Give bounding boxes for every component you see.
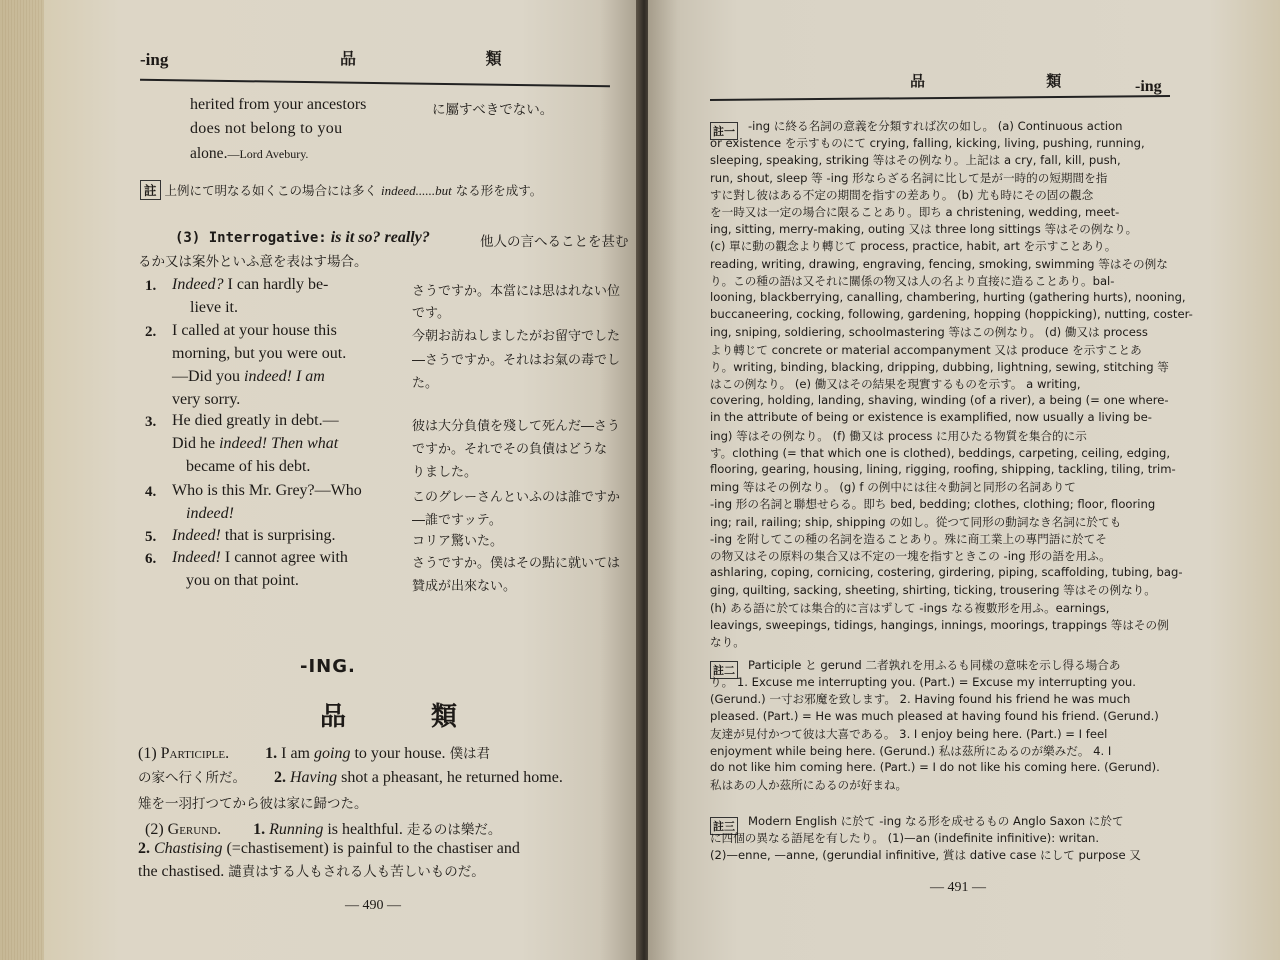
note-line: reading, writing, drawing, engraving, fencing, smoking, swimming 等はその例な — [710, 256, 1168, 271]
note-line: Participle と gerund 二者孰れを用ふるも同樣の意味を示し得る場合あ — [748, 658, 1121, 672]
section-desc: るか又は案外といふ意を表はす場合。 — [138, 254, 368, 270]
note-line: -ing 形の名詞と聯想せらる。即ち bed, bedding; clothes, clothing; floor, flooring — [710, 497, 1156, 512]
example-text: I cannot agree with — [220, 549, 348, 566]
note-line: covering, holding, landing, shaving, winding (of a river), a being (= one where- — [710, 393, 1169, 408]
example-number: 5. — [145, 529, 157, 545]
note-line: flooring, gearing, housing, lining, rigging, roofing, shipping, tackling, tiling, trim- — [710, 462, 1176, 476]
example-ja: 贊成が出來ない。 — [412, 579, 517, 594]
gerund-emphasis: Chastising — [154, 840, 223, 857]
note-line: を一時又は一定の場合に限ることあり。即ち a christening, wedding, meet- — [710, 205, 1120, 219]
running-head-ing: -ing — [1135, 78, 1162, 95]
note-line: (c) 單に動の觀念より轉じて process, practice, habit, art を示すことあり。 — [710, 239, 1117, 254]
example-text: I can hardly be- — [227, 276, 329, 293]
example-emphasis: indeed! — [186, 505, 234, 522]
example-en: morning, but you were out. — [172, 345, 347, 362]
sentence-number: 1. — [265, 745, 278, 762]
example-ja: さうですか。本當には思はれない位 — [412, 284, 621, 299]
running-head-title: 品 類 — [910, 72, 1120, 90]
quote-translation: に屬すべきでない。 — [432, 102, 554, 118]
note-italic: indeed......but — [381, 183, 452, 198]
section-label: (3) Interrogative: — [175, 230, 327, 246]
example-emphasis: indeed! I am — [244, 368, 325, 385]
note-line: すに對し彼はある不定の期間を指すの差あり。 (b) 尤も時にその固の觀念 — [710, 187, 1094, 202]
gerund-label: (2) Gerund. — [145, 821, 222, 838]
gerund-line — [145, 818, 501, 839]
note-line: -ing を附してこの種の名詞を造ることあり。殊に商工業上の專門語に於てそ — [710, 531, 1107, 546]
sentence-number: 2. — [274, 769, 286, 786]
gerund-line — [138, 860, 485, 881]
participle-ja: 僕は君 — [449, 746, 491, 762]
note-line: ashlaring, coping, cornicing, costering, girdering, piping, scaffolding, tubing, bag- — [710, 565, 1183, 580]
example-number: 4. — [145, 484, 157, 500]
right-page — [648, 0, 1280, 960]
participle-line — [138, 766, 563, 787]
note-line: り。writing, binding, blacking, dripping, dubbing, lightning, sewing, stitching 等 — [710, 359, 1169, 374]
note-line: in the attribute of being or existence is examplified, now usually a living be- — [710, 410, 1152, 425]
note-line: pleased. (Part.) = He was much pleased at having found his friend. (Gerund.) — [710, 708, 1159, 723]
note-text: なる形を成す。 — [455, 183, 543, 198]
participle-text: I am — [281, 745, 314, 762]
example-en: He died greatly in debt.— — [172, 412, 339, 429]
quote-line: does not belong to you — [190, 120, 343, 137]
note-line: sleeping, speaking, striking 等はその例なり。上記は a cry, fall, kill, push, — [710, 153, 1121, 168]
participle-line — [138, 742, 490, 763]
running-head-title: 品 類 — [340, 49, 564, 68]
quote-line: alone. — [190, 145, 228, 162]
participle-emphasis: going — [314, 745, 351, 762]
example-ja: た。 — [412, 376, 439, 391]
gerund-ja: 走るのは樂だ。 — [406, 822, 502, 838]
gerund-ja: 譴責はする人もされる人も苦しいものだ。 — [228, 864, 485, 880]
note — [140, 180, 542, 200]
note-line: buccaneering, cocking, following, gardening, hopping (hoppicking), nutting, coster- — [710, 307, 1193, 322]
note-line: looning, blackberrying, canalling, chambering, hurting (gathering hurts), nooning, — [710, 290, 1186, 304]
gerund-text: the chastised. — [138, 863, 225, 880]
example-ja: ―さうですか。それはお氣の毒でし — [412, 353, 621, 368]
gerund-text: is healthful. — [323, 821, 403, 838]
note-line: なり。 — [710, 635, 745, 649]
example-en: I called at your house this — [172, 322, 337, 339]
participle-text: shot a pheasant, he returned home. — [337, 769, 563, 786]
example-en: you on that point. — [186, 572, 299, 589]
note-line: 友達が見付かつて彼は大喜である。 3. I enjoy being here. (Part.) = I feel — [710, 726, 1108, 741]
example-en — [172, 276, 328, 294]
note-line: do not like him coming here. (Part.) = I do not like his coming here. (Gerund). — [710, 760, 1160, 775]
note-line: (h) ある語に於ては集合的に言はずして -ings なる複數形を用ふ。earnings, — [710, 600, 1110, 615]
example-ja: コリア驚いた。 — [412, 534, 504, 549]
note-line: ing, sniping, soldiering, schoolmastering 等はこの例なり。 (d) 働又は process — [710, 325, 1148, 340]
example-en — [172, 527, 336, 545]
example-text: that is surprising. — [220, 527, 336, 544]
example-number: 1. — [145, 278, 157, 294]
gerund-text: (=chastisement) is painful to the chastiser and — [222, 840, 520, 857]
header-rule — [710, 95, 1170, 101]
example-en — [172, 549, 348, 567]
example-number: 3. — [145, 414, 157, 430]
note-line: 私はあの人か茲所にゐるのが好まね。 — [710, 778, 908, 793]
example-emphasis: Indeed! — [172, 549, 221, 566]
section-title: 品 類 — [320, 702, 496, 732]
example-number: 6. — [145, 551, 157, 567]
quote-source: —Lord Avebury. — [227, 147, 309, 161]
example-ja: さうですか。僕はその點に就いては — [412, 556, 621, 571]
gerund-emphasis: Running — [269, 821, 324, 838]
note-line: -ing に終る名詞の意義を分類すれば次の如し。 (a) Continuous action — [748, 119, 1123, 133]
example-en — [172, 368, 325, 386]
participle-text: to your house. — [350, 745, 446, 762]
participle-ja: の家へ行く所だ。 — [138, 770, 246, 786]
section-heading — [175, 229, 430, 247]
note-label: 註二 — [710, 661, 738, 679]
section-desc: 他人の言へることを甚む — [480, 234, 629, 250]
participle-emphasis: Having — [290, 769, 338, 786]
note-line: り。 1. Excuse me interrupting you. (Part.) = Excuse my interrupting you. — [710, 675, 1136, 690]
example-en — [190, 299, 238, 317]
example-emphasis: Indeed? — [172, 276, 224, 293]
note-line: run, shout, sleep 等 -ing 形ならざる名詞に比して是が一時的の短期間を指 — [710, 170, 1108, 185]
note-text: 上例にて明なる如くこの場合には多く — [164, 183, 378, 198]
note-line: ing) 等はその例なり。 (f) 働又は process に用ひたる物質を集合的に示 — [710, 428, 1087, 443]
example-en — [172, 435, 338, 453]
note-line: ing; rail, railing; ship, shipping の如し。從つて同形の動詞なき名詞に於ても — [710, 514, 1122, 529]
page-number: — 490 — — [345, 898, 401, 913]
example-text: Did he — [172, 435, 220, 452]
note-line: (Gerund.) 一寸お邪魔を致します。 2. Having found his friend he was much — [710, 692, 1131, 707]
note-line: ging, quilting, sacking, sheeting, shirting, ticking, trousering 等はその例なり。 — [710, 583, 1156, 598]
note-line: はこの例なり。 (e) 働又はその結果を現實するものを示す。 a writing, — [710, 377, 1081, 391]
note-label: 註 — [140, 180, 161, 200]
note-line: り。この種の語は又それに關係の物又は人の名より直接に造ることあり。bal- — [710, 273, 1115, 288]
note-line: or existence を示すものにて crying, falling, kicking, living, pushing, running, — [710, 136, 1145, 151]
quote-line-with-source — [190, 145, 308, 163]
note-line: す。clothing (= that which one is clothed), beddings, carpeting, ceiling, edging, — [710, 445, 1171, 460]
note-line: enjoyment while being here. (Gerund.) 私は茲所にゐるのが樂みだ。 4. I — [710, 744, 1112, 758]
sentence-number: 1. — [253, 821, 266, 838]
note-line: (2)—enne, —anne, (gerundial infinitive, 賞は dative case にして purpose 又 — [710, 848, 1141, 863]
example-en: Who is this Mr. Grey?—Who — [172, 482, 362, 499]
note-label: 註三 — [710, 817, 738, 835]
example-ja: 今朝お訪ねしましたがお留守でした — [412, 329, 621, 344]
example-number: 2. — [145, 324, 157, 340]
example-emphasis: Indeed! — [172, 527, 221, 544]
example-ja: ―誰ですッテ。 — [412, 513, 502, 528]
note-line: より轉じて concrete or material accompanyment 又は produce を示すことあ — [710, 342, 1142, 357]
header-rule — [140, 79, 610, 88]
example-ja: このグレーさんといふのは誰ですか — [412, 490, 621, 505]
example-ja: です。 — [412, 306, 450, 321]
example-text: lieve it. — [190, 299, 238, 316]
sentence-number: 2. — [138, 840, 150, 857]
example-emphasis: indeed! Then what — [219, 435, 339, 452]
running-head-ing: -ing — [140, 50, 169, 69]
page-number: — 491 — — [930, 880, 986, 895]
note-label: 註一 — [710, 122, 738, 140]
participle-label: (1) Participle. — [138, 745, 230, 762]
example-ja: 彼は大分負債を殘して死んだ―さう — [412, 419, 621, 434]
section-heading-ing: -ING. — [300, 656, 356, 677]
note-line: に四個の異なる語尾を有したり。 (1)—an (indefinite infinitive): writan. — [710, 831, 1100, 846]
note-line: Modern English に於て -ing なる形を成せるもの Anglo Saxon に於て — [748, 814, 1124, 828]
note-line: ing, sitting, merry-making, outing 又は three long sittings 等はその例なり。 — [710, 222, 1138, 237]
example-en: very sorry. — [172, 391, 241, 408]
note-line: の物又はその原料の集合又は不定の一塊を指すときこの -ing 形の語を用ふ。 — [710, 549, 1111, 563]
section-italic: is it so? really? — [330, 229, 430, 246]
example-ja: ですか。それでその負債はどうな — [412, 442, 608, 457]
page-edge-stack — [0, 0, 44, 960]
quote-line: herited from your ancestors — [190, 96, 367, 113]
example-en: became of his debt. — [186, 458, 311, 475]
example-text: —Did you — [172, 368, 244, 385]
note-line: leavings, sweepings, tidings, hangings, innings, moorings, trappings 等はその例 — [710, 617, 1169, 632]
note-line: ming 等はその例なり。 (g) f の例中には往々動詞と同形の名詞ありて — [710, 480, 1076, 495]
example-ja: りました。 — [412, 465, 478, 480]
participle-ja: 雉を一羽打つてから彼は家に歸つた。 — [138, 796, 368, 812]
gerund-line — [138, 840, 520, 858]
